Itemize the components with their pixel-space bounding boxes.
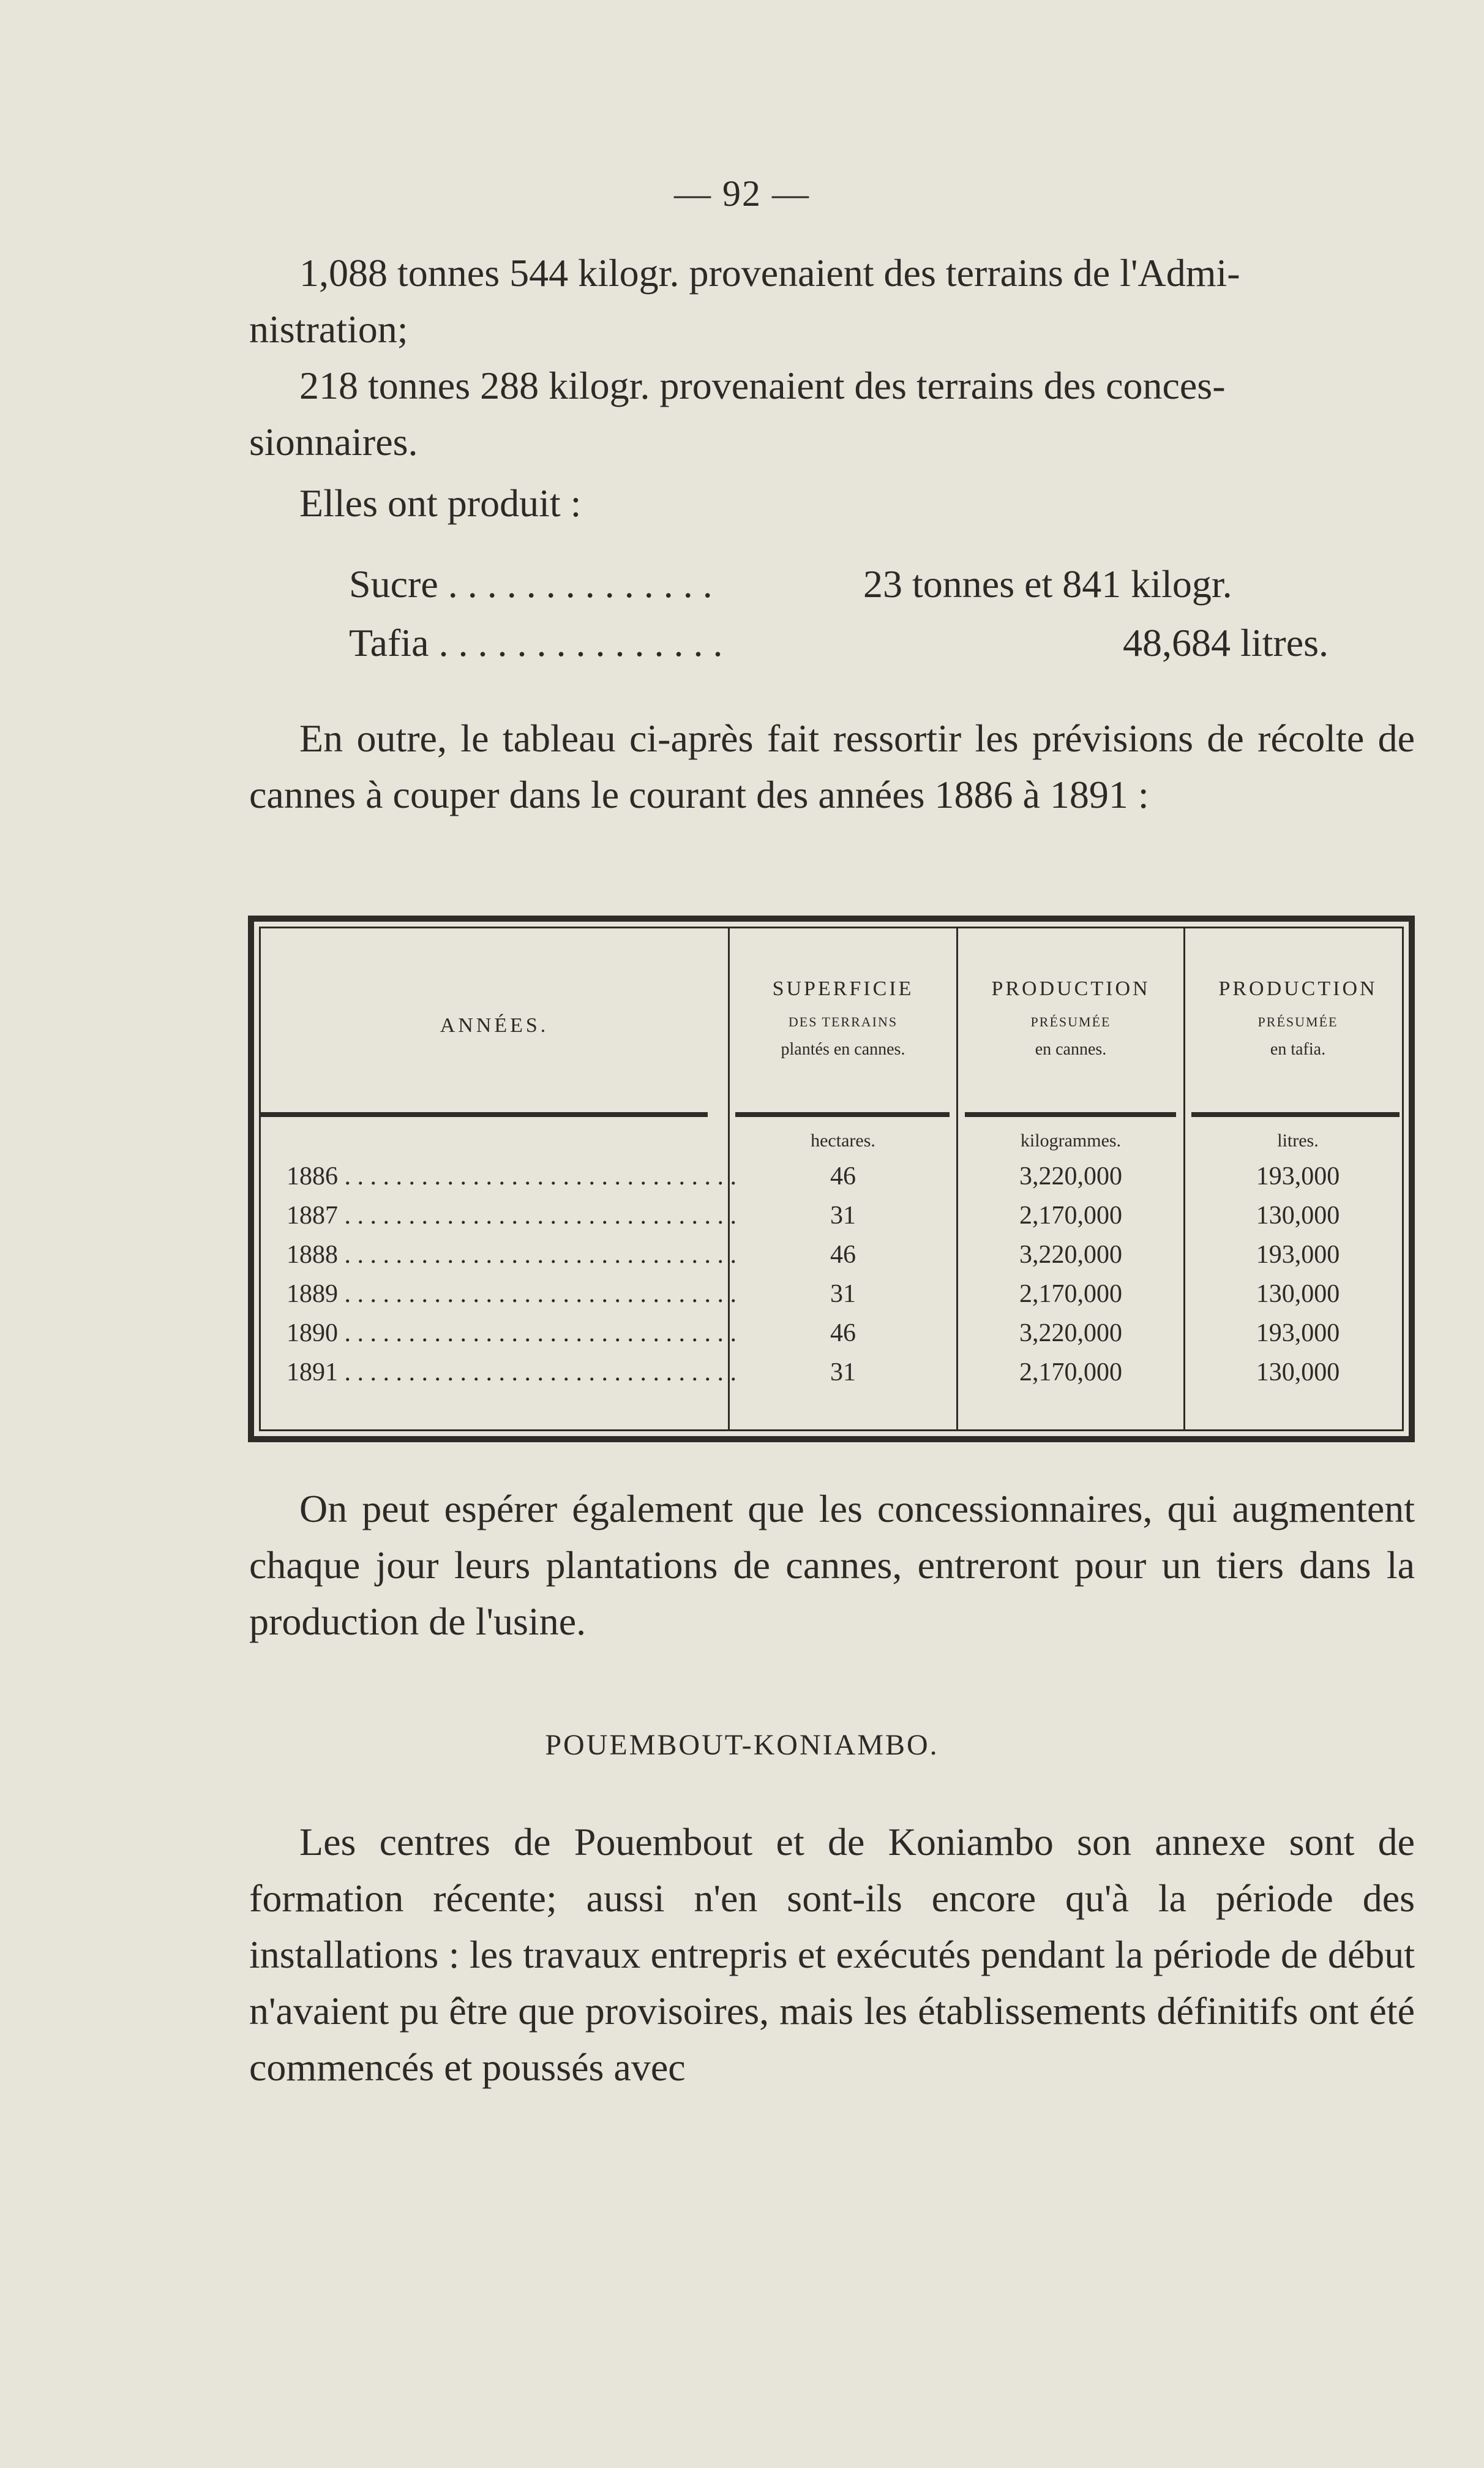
row-year: 1886 . . . <box>287 1157 740 1196</box>
paragraph-6: Les centres de Pouembout et de Koniambo son annexe sont de formation récente; aussi n'en sont-ils encore qu'à la période des installations : les travaux entrepris et exécutés pendant la période de début n'avaient pu être que provisoires, mais les établissements définitifs ont été commencés et poussés avec <box>249 1820 1415 2089</box>
unit-hectares: hectares. <box>811 1131 875 1151</box>
row-cannes: 3,220,000 <box>1019 1319 1122 1347</box>
production-row-sucre <box>349 556 1328 612</box>
table-row <box>261 1353 1402 1392</box>
header-rule <box>261 1112 708 1117</box>
header-rule <box>1191 1112 1400 1117</box>
table-row <box>261 1235 1402 1274</box>
header-production-cannes-sub: PRÉSUMÉE <box>1030 1014 1111 1029</box>
row-year: 1890 . . . <box>287 1314 740 1353</box>
row-surface: 46 <box>830 1319 856 1347</box>
header-production-cannes <box>958 977 1183 1059</box>
row-tafia: 130,000 <box>1256 1202 1340 1230</box>
page-number: — 92 — <box>674 173 810 214</box>
header-superficie-sub: DES TERRAINS <box>788 1014 898 1029</box>
paragraph-5: On peut espérer également que les concessionnaires, qui augmentent chaque jour leurs plantations de cannes, entreront pour un tiers dans la production de l'usine. <box>249 1487 1415 1643</box>
row-cannes: 3,220,000 <box>1019 1241 1122 1269</box>
row-surface: 31 <box>830 1202 856 1230</box>
unit-litres: litres. <box>1277 1131 1319 1151</box>
row-year: 1891 . . . <box>287 1353 740 1392</box>
row-year: 1887 . . . <box>287 1196 740 1235</box>
header-production-cannes-note: en cannes. <box>1035 1040 1107 1059</box>
header-superficie-note: plantés en cannes. <box>781 1040 905 1059</box>
table-row <box>261 1274 1402 1314</box>
paragraph-1-line-2: nistration; <box>249 307 408 351</box>
header-production-tafia-sub: PRÉSUMÉE <box>1257 1014 1338 1029</box>
table-row <box>261 1314 1402 1353</box>
row-cannes: 3,220,000 <box>1019 1162 1122 1191</box>
row-year: 1889 . . . <box>287 1274 740 1314</box>
row-cannes: 2,170,000 <box>1019 1280 1122 1308</box>
row-surface: 31 <box>830 1358 856 1386</box>
header-superficie <box>730 977 956 1059</box>
paragraph-2-line-1: 218 tonnes 288 kilogr. provenaient des terrains des conces- <box>299 364 1226 407</box>
unit-kilogrammes: kilogrammes. <box>1020 1131 1122 1151</box>
production-value: 23 tonnes et 841 kilogr. <box>863 562 1232 606</box>
row-tafia: 193,000 <box>1256 1241 1340 1269</box>
table-row <box>261 1196 1402 1235</box>
row-surface: 46 <box>830 1241 856 1269</box>
row-cannes: 2,170,000 <box>1019 1202 1122 1230</box>
section-title: POUEMBOUT-KONIAMBO. <box>545 1729 939 1761</box>
forecast-table <box>248 916 1415 1442</box>
paragraph-4: En outre, le tableau ci-après fait ressortir les prévisions de récolte de cannes à couper dans le courant des années 1886 à 1891 : <box>249 717 1415 816</box>
header-production-tafia <box>1185 977 1411 1059</box>
header-rule <box>735 1112 950 1117</box>
row-surface: 46 <box>830 1162 856 1191</box>
header-superficie-title: SUPERFICIE <box>772 977 914 1000</box>
paragraph-2-line-2: sionnaires. <box>249 420 418 464</box>
production-value: 48,684 litres. <box>1123 621 1328 664</box>
header-annees: ANNÉES. <box>440 1014 549 1037</box>
header-rule <box>965 1112 1176 1117</box>
row-tafia: 130,000 <box>1256 1358 1340 1386</box>
header-production-tafia-title: PRODUCTION <box>1218 977 1377 1000</box>
production-row-tafia <box>349 615 1328 671</box>
row-tafia: 193,000 <box>1256 1319 1340 1347</box>
production-label: Tafia . . . . . . . . . . . . . . . <box>349 621 723 664</box>
header-production-cannes-title: PRODUCTION <box>991 977 1150 1000</box>
paragraph-3: Elles ont produit : <box>299 481 582 525</box>
row-tafia: 130,000 <box>1256 1280 1340 1308</box>
paragraph-1-line-1: 1,088 tonnes 544 kilogr. provenaient des terrains de l'Admi- <box>299 251 1240 295</box>
table-frame <box>259 927 1404 1431</box>
table-row <box>261 1157 1402 1196</box>
row-tafia: 193,000 <box>1256 1162 1340 1191</box>
row-surface: 31 <box>830 1280 856 1308</box>
production-label: Sucre . . . . . . . . . . . . . . <box>349 562 713 606</box>
row-cannes: 2,170,000 <box>1019 1358 1122 1386</box>
header-production-tafia-note: en tafia. <box>1270 1040 1326 1059</box>
row-year: 1888 . . . <box>287 1235 740 1274</box>
